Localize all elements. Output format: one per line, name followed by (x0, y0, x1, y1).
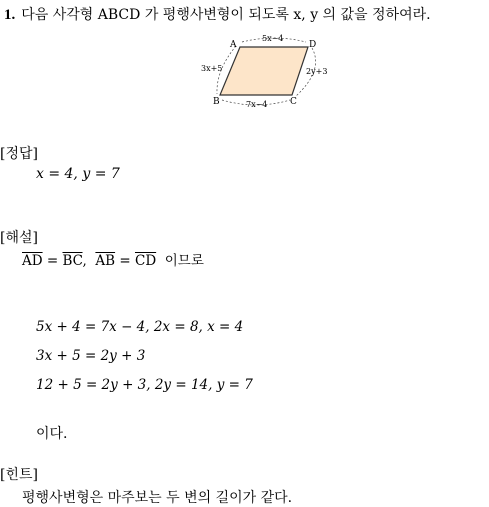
problem-text: 다음 사각형 ABCD 가 평행사변형이 되도록 x, y 의 값을 정하여라. (21, 7, 431, 23)
segment-cd: $\overline{CD}$ (134, 253, 157, 269)
segment-bc: $\overline{BC}$ (62, 253, 83, 269)
explanation-intro (22, 249, 204, 269)
equation-line-3: 12 + 5 = 2y + 3, 2y = 14, y = 7 (36, 377, 253, 393)
segment-ab: $\overline{AB}$ (95, 253, 116, 269)
left-side-label: 3x+5 (201, 64, 223, 73)
hint-text: 평행사변형은 마주보는 두 변의 길이가 같다. (22, 490, 293, 506)
top-side-label: 5x−4 (262, 34, 284, 43)
vertex-d: D (309, 40, 317, 50)
problem-statement (4, 4, 431, 24)
vertex-a: A (230, 40, 237, 50)
equals-sign-1: = (46, 253, 59, 269)
vertex-c: C (290, 97, 297, 107)
equation-line-1: 5x + 4 = 7x − 4, 2x = 8, x = 4 (36, 319, 244, 335)
segment-ad: $\overline{AD}$ (22, 253, 43, 269)
separator: , (82, 253, 87, 269)
answer-heading: [정답] (0, 146, 38, 162)
vertex-b: B (213, 97, 220, 107)
intro-suffix: 이므로 (164, 253, 204, 269)
explanation-heading: [해설] (0, 230, 38, 246)
bottom-side-label: 7x−4 (246, 100, 268, 109)
hint-heading: [힌트] (0, 467, 38, 483)
answer-text: x = 4, y = 7 (36, 166, 120, 182)
explanation-closing: 이다. (36, 426, 68, 442)
parallelogram-figure (196, 34, 336, 110)
equation-line-2: 3x + 5 = 2y + 3 (36, 348, 146, 364)
parallelogram-shape (220, 47, 308, 95)
equals-sign-2: = (119, 253, 131, 269)
right-side-label: 2y+3 (306, 67, 328, 76)
problem-number: 1. (4, 7, 16, 23)
